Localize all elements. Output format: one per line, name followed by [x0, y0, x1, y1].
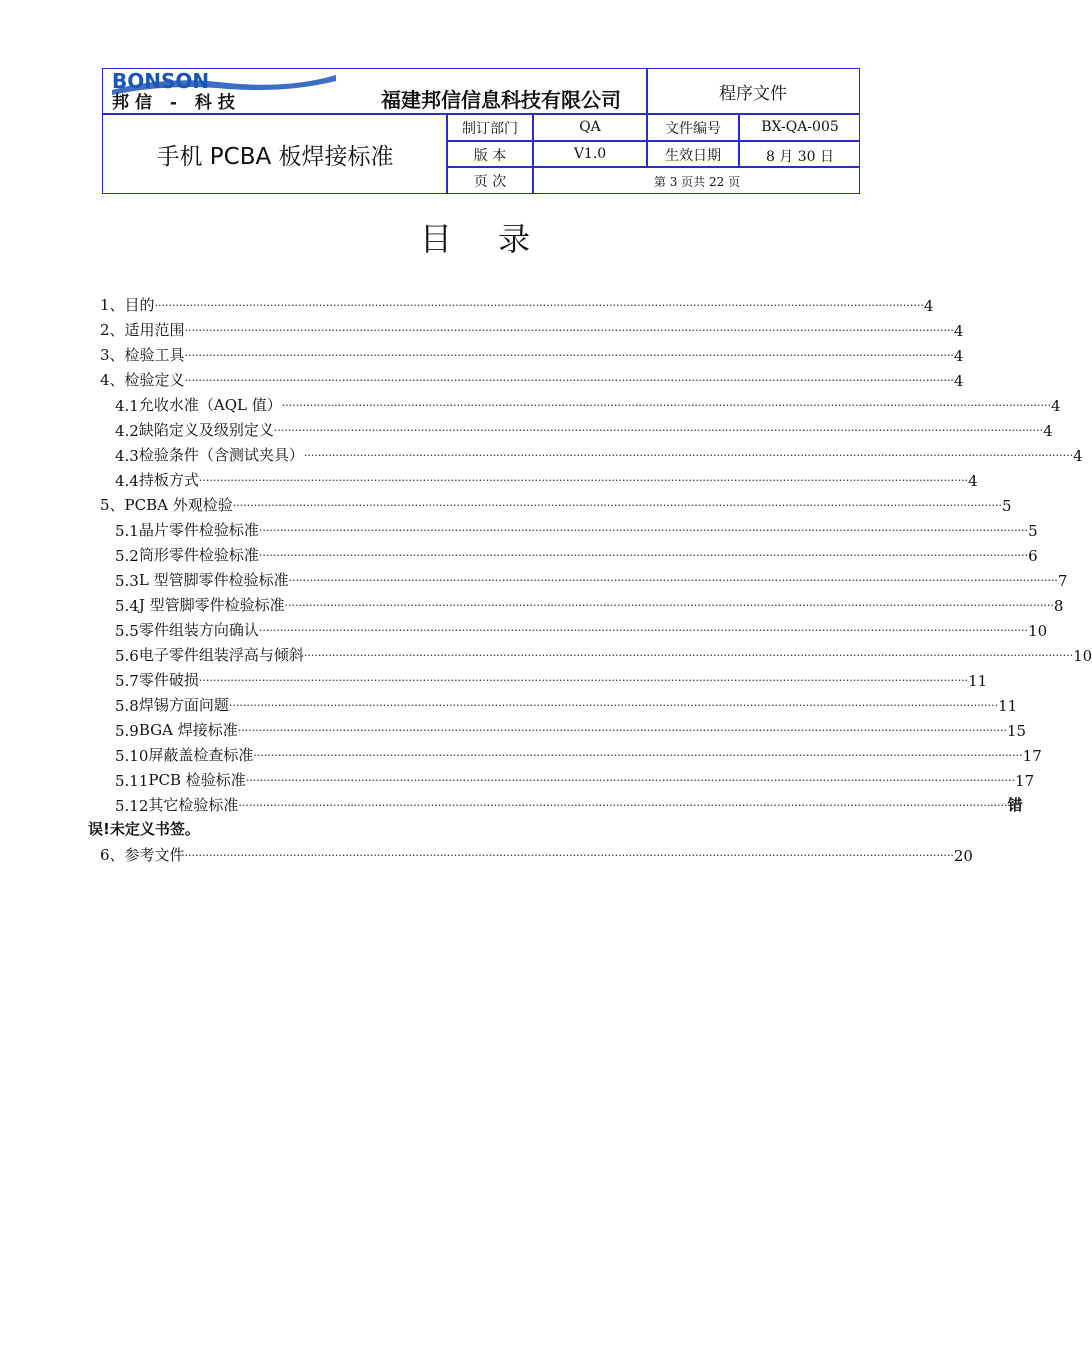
toc-leader-dots: ···························································································································································································································· [228, 699, 999, 712]
toc-entry-label: 适用范围 [124, 321, 185, 339]
toc-entry-label: 零件组装方向确认 [138, 621, 259, 639]
header-divider [102, 113, 647, 115]
version-label: 版 本 [473, 148, 507, 164]
toc-entry-label: 零件破损 [138, 671, 199, 689]
toc-leader-dots: ···························································································································································································································· [303, 649, 1074, 662]
toc-entry[interactable] [100, 368, 964, 390]
toc-entry-page: 10 [1073, 647, 1092, 665]
toc-entry-number: 4.1 [115, 397, 139, 415]
toc-entry[interactable] [100, 318, 964, 340]
toc-entry[interactable] [115, 518, 1038, 540]
toc-leader-dots: ···························································································································································································································· [237, 724, 1007, 737]
toc-leader-dots: ···························································································································································································································· [258, 624, 1029, 637]
toc-entry-number: 5.4 [115, 597, 139, 615]
toc-entry[interactable] [115, 768, 1035, 790]
toc-entry-label: J 型管脚零件检验标准 [138, 596, 285, 614]
toc-entry-number: 6、 [100, 846, 125, 864]
header-divider [646, 113, 860, 115]
docno-value: BX-QA-005 [761, 119, 839, 135]
toc-entry-page: 4 [1043, 422, 1053, 440]
toc-entry-number: 5.3 [115, 572, 139, 590]
toc-entry-page: 11 [968, 672, 988, 690]
toc-leader-dots: ···························································································································································································································· [184, 374, 954, 387]
toc-entry-number: 5.5 [115, 622, 139, 640]
toc-leader-dots: ···························································································································································································································· [184, 349, 954, 362]
toc-entry-page: 8 [1053, 597, 1064, 615]
toc-entry-number: 4、 [100, 371, 125, 389]
toc-entry-page: 4 [953, 347, 964, 365]
toc-entry-page: 17 [1022, 747, 1042, 765]
toc-entry-number: 5.2 [115, 547, 139, 565]
toc-entry-number: 3、 [100, 346, 125, 364]
toc-entry-page: 4 [953, 372, 964, 390]
toc-entry-page: 5 [1028, 522, 1038, 540]
toc-leader-dots: ···························································································································································································································· [184, 849, 954, 862]
toc-leader-dots: ···························································································································································································································· [288, 574, 1058, 587]
header-divider [446, 140, 860, 142]
toc-entry[interactable] [115, 468, 978, 490]
toc-entry[interactable] [115, 743, 1042, 765]
toc-entry-label: 屏蔽盖检查标准 [148, 746, 254, 764]
toc-entry-label: PCB 检验标准 [148, 771, 246, 789]
toc-entry[interactable] [100, 293, 934, 315]
toc-entry[interactable] [115, 693, 1018, 715]
toc-leader-dots: ···························································································································································································································· [184, 324, 954, 337]
toc-entry-page: 15 [1007, 722, 1027, 740]
toc-entry-page: 4 [1050, 397, 1061, 415]
toc-entry-number: 1、 [100, 296, 125, 314]
toc-entry[interactable] [115, 793, 1023, 815]
toc-entry-number: 5.10 [115, 747, 149, 765]
toc-title: 目 录 [419, 220, 549, 258]
toc-entry-label: 持板方式 [138, 471, 199, 489]
logo-subtext: 邦信 - 科技 [112, 93, 241, 113]
toc-leader-dots: ···························································································································································································································· [258, 549, 1029, 562]
toc-entry-number: 4.3 [115, 447, 139, 465]
toc-leader-dots: ···························································································································································································································· [284, 599, 1054, 612]
effective-value: 8 月 30 日 [765, 149, 835, 165]
company-logo [108, 71, 340, 111]
toc-entry-label: 其它检验标准 [148, 796, 239, 814]
toc-entry[interactable] [100, 493, 1012, 515]
effective-label: 生效日期 [665, 148, 721, 164]
toc-entry-page: 10 [1028, 622, 1048, 640]
dept-label: 制订部门 [462, 121, 518, 137]
toc-entry[interactable] [115, 443, 1083, 465]
toc-leader-dots: ···························································································································································································································· [198, 474, 969, 487]
toc-entry-label: PCBA 外观检验 [124, 496, 233, 514]
toc-error-continuation: 误!未定义书签。 [88, 820, 200, 838]
toc-entry-label: 参考文件 [124, 846, 185, 864]
toc-leader-dots: ···························································································································································································································· [238, 799, 1008, 812]
toc-entry-label: 检验工具 [124, 346, 185, 364]
toc-leader-dots: ···························································································································································································································· [253, 749, 1023, 762]
toc-entry[interactable] [115, 643, 1092, 665]
toc-entry-page: 4 [1073, 447, 1083, 465]
toc-leader-dots: ···························································································································································································································· [303, 449, 1074, 462]
company-name: 福建邦信信息科技有限公司 [381, 88, 621, 112]
toc-leader-dots: ···························································································································································································································· [245, 774, 1016, 787]
toc-entry-page: 11 [998, 697, 1018, 715]
toc-entry-label: BGA 焊接标准 [138, 721, 238, 739]
toc-entry-label: 焊锡方面问题 [138, 696, 229, 714]
document-title: 手机 PCBA 板焊接标准 [156, 144, 394, 170]
toc-entry-label: 缺陷定义及级别定义 [138, 421, 274, 439]
toc-entry-number: 5.1 [115, 522, 139, 540]
toc-entry-label: 筒形零件检验标准 [138, 546, 259, 564]
toc-entry-number: 5、 [100, 496, 125, 514]
toc-entry[interactable] [100, 343, 964, 365]
toc-entry-number: 5.6 [115, 647, 139, 665]
toc-entry[interactable] [115, 543, 1038, 565]
header-divider [446, 166, 860, 168]
document-type: 程序文件 [719, 84, 787, 104]
toc-entry-number: 4.4 [115, 472, 139, 490]
toc-entry[interactable] [115, 668, 988, 690]
toc-leader-dots: ···························································································································································································································· [198, 674, 969, 687]
toc-entry-page: 6 [1028, 547, 1038, 565]
toc-entry-number: 5.7 [115, 672, 139, 690]
page-label: 页 次 [473, 174, 507, 190]
toc-entry-label: 允收水准（AQL 值） [138, 396, 282, 414]
toc-entry-number: 5.11 [115, 772, 149, 790]
toc-entry-number: 4.2 [115, 422, 139, 440]
toc-entry-label: L 型管脚零件检验标准 [138, 571, 289, 589]
toc-entry-page: 4 [923, 297, 934, 315]
toc-entry-label: 晶片零件检验标准 [138, 521, 259, 539]
toc-entry-number: 2、 [100, 321, 125, 339]
toc-entry-page: 5 [1002, 497, 1012, 515]
toc-entry[interactable] [115, 418, 1053, 440]
toc-entry-label: 目的 [124, 296, 155, 314]
toc-entry[interactable] [115, 393, 1061, 415]
toc-leader-dots: ···························································································································································································································· [281, 399, 1051, 412]
toc-entry-label: 检验条件（含测试夹具） [138, 446, 304, 464]
toc-entry-page: 4 [968, 472, 978, 490]
toc-leader-dots: ···························································································································································································································· [258, 524, 1029, 537]
version-value: V1.0 [573, 146, 607, 162]
toc-entry-number: 5.9 [115, 722, 139, 740]
toc-entry[interactable] [115, 568, 1068, 590]
toc-leader-dots: ···························································································································································································································· [273, 424, 1044, 437]
toc-entry[interactable] [115, 593, 1064, 615]
logo-wordmark: BONSON [112, 69, 210, 93]
toc-entry[interactable] [115, 618, 1048, 640]
toc-leader-dots: ···························································································································································································································· [154, 299, 924, 312]
toc-entry-page: 7 [1057, 572, 1068, 590]
toc-entry-number: 5.12 [115, 797, 149, 815]
dept-value: QA [579, 119, 601, 135]
toc-entry-page: 4 [953, 322, 964, 340]
toc-leader-dots: ···························································································································································································································· [232, 499, 1002, 512]
toc-entry-page: 20 [953, 847, 973, 865]
docno-label: 文件编号 [665, 121, 721, 137]
page-value: 第 3 页共 22 页 [653, 175, 741, 189]
toc-entry[interactable] [100, 843, 973, 865]
toc-entry-label: 检验定义 [124, 371, 185, 389]
toc-entry[interactable] [115, 718, 1027, 740]
toc-entry-label: 电子零件组装浮高与倾斜 [138, 646, 304, 664]
toc-entry-number: 5.8 [115, 697, 139, 715]
toc-entry-page: 17 [1015, 772, 1035, 790]
toc-entry-page: 错 [1007, 796, 1023, 814]
